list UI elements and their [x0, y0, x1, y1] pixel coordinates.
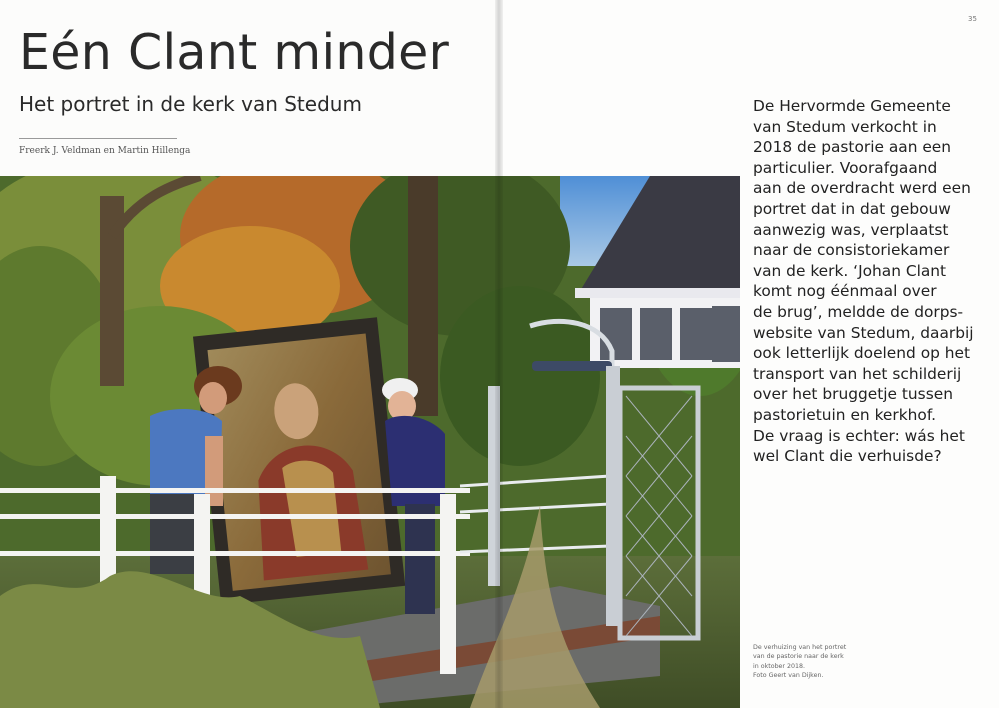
body-line: portret dat in dat gebouw — [753, 199, 951, 218]
caption-line: Foto Geert van Dijken. — [753, 672, 824, 680]
article-title: Eén Clant minder — [19, 24, 450, 81]
body-line: pastorietuin en kerkhof. — [753, 405, 937, 424]
body-line: van de kerk. ‘Johan Clant — [753, 261, 947, 280]
caption-line: De verhuizing van het portret — [753, 644, 847, 651]
article-body — [753, 96, 989, 467]
spine-gutter — [495, 0, 503, 708]
body-line: van Stedum verkocht in — [753, 117, 937, 136]
body-line: over het bruggetje tussen — [753, 385, 953, 404]
body-line: de brug’, meldde de dorps- — [753, 302, 964, 321]
body-line: naar de consistoriekamer — [753, 241, 950, 260]
article-subtitle: Het portret in de kerk van Stedum — [19, 92, 362, 116]
body-line: 2018 de pastorie aan een — [753, 138, 952, 157]
body-line: website van Stedum, daarbij — [753, 323, 974, 342]
caption-line: in oktober 2018. — [753, 662, 806, 670]
photo-caption — [753, 643, 883, 681]
title-divider — [19, 138, 177, 139]
body-line: De Hervormde Gemeente — [753, 97, 951, 115]
body-line: ook letterlijk doelend op het — [753, 344, 971, 363]
body-line: wel Clant die verhuisde? — [753, 447, 942, 466]
article-authors: Freerk J. Veldman en Martin Hillenga — [19, 146, 191, 156]
body-line: particulier. Voorafgaand — [753, 158, 938, 177]
article-photo — [0, 176, 740, 708]
body-line: komt nog éénmaal over — [753, 282, 937, 301]
page-number: 35 — [968, 15, 977, 23]
body-line: De vraag is echter: wás het — [753, 426, 965, 445]
body-line: aanwezig was, verplaatst — [753, 220, 949, 239]
body-line: aan de overdracht werd een — [753, 179, 971, 198]
body-line: transport van het schilderij — [753, 364, 962, 383]
caption-line: van de pastorie naar de kerk — [753, 653, 844, 661]
